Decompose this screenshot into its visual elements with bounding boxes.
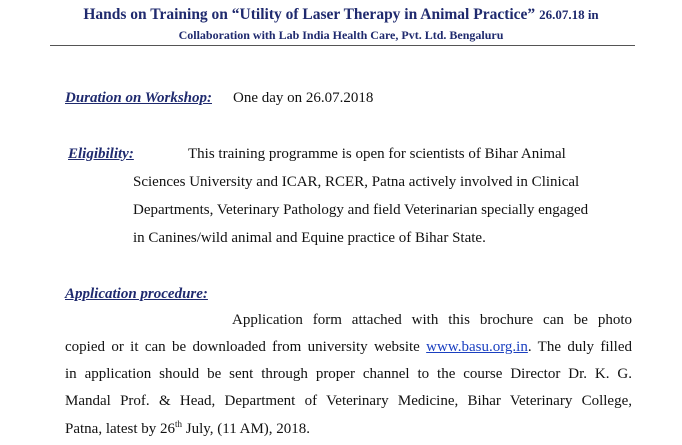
title-date: 26.07.18 in [539,7,599,22]
application-line-1: Application form attached with this brochure can be photo [232,312,632,328]
eligibility-line-3: Departments, Veterinary Pathology and field Veterinarian specially engaged [133,202,589,218]
eligibility-label: Eligibility: [68,146,134,162]
application-line-3: in application should be sent through proper channel to the course Director Dr. K. G. [65,366,632,382]
eligibility-line-4: in Canines/wild animal and Equine practice of Bihar State. [133,230,486,246]
duration-value: One day on 26.07.2018 [233,90,374,106]
application-line-4: Mandal Prof. & Head, Department of Veterinary Medicine, Bihar Veterinary College, [65,393,632,409]
application-line-5: Patna, latest by 26th July, (11 AM), 2018. [65,419,311,437]
eligibility-line-1: This training programme is open for scientists of Bihar Animal [188,146,566,162]
document-title [0,6,682,24]
university-website-link[interactable]: www.basu.org.in [426,339,528,355]
title-text: Hands on Training on “Utility of Laser Therapy in Animal Practice” [83,6,536,23]
eligibility-line-2: Sciences University and ICAR, RCER, Patna actively involved in Clinical [133,174,580,190]
duration-label: Duration on Workshop: [65,90,212,106]
application-line-2: copied or it can be downloaded from university website www.basu.org.in. The duly filled [65,339,632,355]
application-label: Application procedure: [65,286,208,302]
header-rule [50,45,635,46]
document-subtitle: Collaboration with Lab India Health Care, Pvt. Ltd. Bengaluru [178,28,504,42]
